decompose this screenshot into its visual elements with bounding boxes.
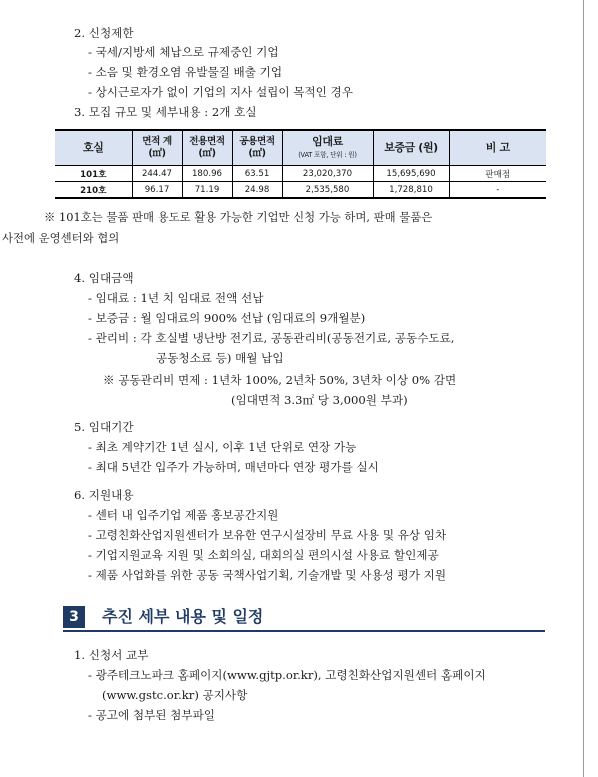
cell-area-total: 244.47	[132, 166, 182, 182]
header-unit: 호실	[55, 130, 132, 166]
application-bullet: - 광주테크노파크 홈페이지(www.gjtp.or.kr), 고령친화산업지원센터 홈페이지	[88, 668, 486, 682]
cell-rent: 23,020,370	[282, 166, 373, 182]
header-deposit: 보증금 (원)	[373, 130, 449, 166]
header-area-private: 전용면적 (㎡)	[182, 130, 232, 166]
exemption-note: ※ 공동관리비 면제 : 1년차 100%, 2년차 50%, 3년차 이상 0% 감면	[103, 373, 457, 387]
restriction-bullet: - 상시근로자가 없이 기업의 지사 설립이 목적인 경우	[88, 85, 353, 99]
cell-unit: 210호	[55, 182, 132, 199]
lease-bullet: - 최대 5년간 입주가 가능하며, 매년마다 연장 평가를 실시	[88, 460, 379, 474]
cell-remarks: 판매점	[449, 166, 546, 182]
header-remarks: 비 고	[449, 130, 546, 166]
page-margin-line	[583, 0, 584, 777]
cell-rent: 2,535,580	[282, 182, 373, 199]
lease-bullet: - 최초 계약기간 1년 실시, 이후 1년 단위로 연장 가능	[88, 440, 357, 454]
section-title: 추진 세부 내용 및 일정	[102, 607, 264, 626]
cell-area-private: 180.96	[182, 166, 232, 182]
cell-unit: 101호	[55, 166, 132, 182]
item-heading-rent-amount: 4. 임대금액	[74, 271, 134, 285]
item-heading-application-form: 1. 신청서 교부	[74, 648, 149, 662]
cell-remarks: -	[449, 182, 546, 199]
units-table	[55, 129, 546, 199]
support-bullet: - 제품 사업화를 위한 공동 국책사업기획, 기술개발 및 사용성 평가 지원	[88, 568, 447, 582]
table-note-continued: 사전에 운영센터와 협의	[2, 231, 120, 245]
table-note: ※ 101호는 물품 판매 용도로 활용 가능한 기업만 신청 가능 하며, 판매 물품은	[44, 210, 433, 224]
management-fee-continued: 공동청소료 등) 매월 납입	[156, 351, 284, 365]
cell-deposit: 1,728,810	[373, 182, 449, 199]
table-row	[55, 166, 546, 182]
management-fee-bullet: - 관리비 : 각 호실별 냉난방 전기료, 공동관리비(공동전기료, 공동수도료,	[88, 331, 455, 345]
support-bullet: - 기업지원교육 지원 및 소회의실, 대회의실 편의시설 사용료 할인제공	[88, 548, 439, 562]
item-heading-support: 6. 지원내용	[74, 488, 134, 502]
header-area-total: 면적 계 (㎡)	[132, 130, 182, 166]
item-heading-restrictions: 2. 신청제한	[74, 26, 134, 40]
rent-bullet: - 임대료 : 1년 치 임대료 전액 선납	[88, 291, 264, 305]
support-bullet: - 센터 내 입주기업 제품 홍보공간지원	[88, 508, 279, 522]
cell-area-private: 71.19	[182, 182, 232, 199]
item-heading-lease-period: 5. 임대기간	[74, 420, 134, 434]
header-area-common: 공용면적 (㎡)	[232, 130, 282, 166]
section-number-badge: 3	[63, 606, 85, 628]
cell-deposit: 15,695,690	[373, 166, 449, 182]
header-rent: 임대료 (VAT 포함, 단위 : 원)	[282, 130, 373, 166]
exemption-note-continued: (임대면적 3.3㎡ 당 3,000원 부과)	[231, 393, 408, 407]
cell-area-common: 24.98	[232, 182, 282, 199]
cell-area-total: 96.17	[132, 182, 182, 199]
section-divider	[63, 630, 545, 632]
cell-area-common: 63.51	[232, 166, 282, 182]
support-bullet: - 고령친화산업지원센터가 보유한 연구시설장비 무료 사용 및 유상 임차	[88, 528, 447, 542]
application-bullet-continued: (www.gstc.or.kr) 공지사항	[102, 688, 248, 702]
restriction-bullet: - 국세/지방세 체납으로 규제중인 기업	[88, 45, 279, 59]
table-row	[55, 182, 546, 199]
table-header-row	[55, 130, 546, 166]
item-heading-recruitment: 3. 모집 규모 및 세부내용 : 2개 호실	[74, 105, 257, 119]
application-bullet: - 공고에 첨부된 첨부파일	[88, 708, 215, 722]
restriction-bullet: - 소음 및 환경오염 유발물질 배출 기업	[88, 65, 283, 79]
deposit-bullet: - 보증금 : 월 임대료의 900% 선납 (임대료의 9개월분)	[88, 311, 366, 325]
